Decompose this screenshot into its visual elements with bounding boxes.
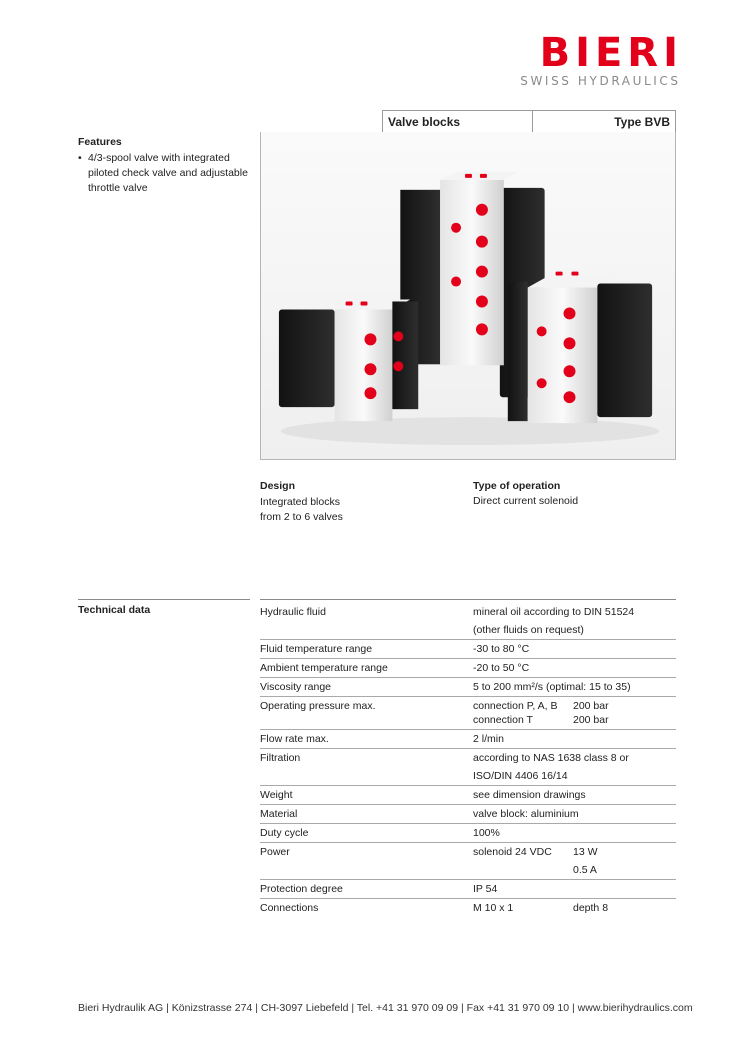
- table-row: [260, 659, 676, 678]
- spec-sub-value: 200 bar: [573, 700, 609, 712]
- spec-value: -30 to 80 °C: [473, 643, 530, 655]
- spec-value: valve block: aluminium: [473, 808, 579, 820]
- spec-label: Fluid temperature range: [260, 643, 373, 655]
- spec-value: [473, 603, 676, 639]
- spec-sub-value: 200 bar: [573, 714, 609, 726]
- feature-item: 4/3-spool valve with integrated piloted check valve and adjustable throttle valve: [88, 152, 248, 194]
- spec-sub-value: 13 W: [573, 846, 598, 858]
- spec-label: Viscosity range: [260, 681, 332, 693]
- design-value: [260, 495, 410, 525]
- spec-sub-label: connection T: [473, 714, 533, 726]
- bullet-icon: •: [78, 152, 82, 164]
- spec-value: see dimension drawings: [473, 789, 586, 801]
- section-divider: [78, 599, 250, 600]
- table-row: [260, 824, 676, 843]
- spec-value: -20 to 50 °C: [473, 662, 530, 674]
- spec-sub-row: [473, 843, 676, 861]
- spec-label: Weight: [260, 789, 293, 801]
- technical-data-table: [260, 603, 676, 917]
- spec-value-line: according to NAS 1638 class 8 or: [473, 752, 629, 764]
- spec-value: IP 54: [473, 883, 498, 895]
- spec-label: Filtration: [260, 752, 301, 764]
- product-type: Type BVB: [533, 111, 676, 133]
- table-row: [260, 730, 676, 749]
- spec-value-line: mineral oil according to DIN 51524: [473, 606, 635, 618]
- product-name: Valve blocks: [383, 111, 533, 133]
- table-row: [260, 640, 676, 659]
- spec-value: [473, 697, 676, 729]
- design-heading: Design: [260, 480, 296, 492]
- spec-value: [473, 899, 676, 917]
- operation-heading: Type of operation: [473, 480, 561, 492]
- section-divider: [260, 599, 676, 600]
- table-row: [260, 805, 676, 824]
- table-row: [260, 678, 676, 697]
- table-row: [260, 843, 676, 880]
- table-row: [260, 749, 676, 786]
- table-row: [260, 786, 676, 805]
- spec-label: Protection degree: [260, 883, 343, 895]
- spec-value: [473, 749, 676, 785]
- spec-label: Material: [260, 808, 298, 820]
- spec-sub-value: depth 8: [573, 902, 609, 914]
- logo-wordmark: BIERI: [539, 30, 683, 76]
- spec-sub-label: [473, 861, 573, 879]
- spec-sub-row: [473, 697, 676, 713]
- table-row: [260, 603, 676, 640]
- valve-blocks-illustration: [261, 132, 675, 459]
- spec-label: Duty cycle: [260, 827, 309, 839]
- spec-sub-label: M 10 x 1: [473, 902, 514, 914]
- product-photo: [260, 132, 676, 460]
- spec-value: 5 to 200 mm²/s (optimal: 15 to 35): [473, 681, 631, 693]
- spec-label: Hydraulic fluid: [260, 606, 326, 618]
- features-heading: Features: [78, 136, 122, 148]
- spec-value-line: (other fluids on request): [473, 624, 584, 636]
- operation-value: Direct current solenoid: [473, 495, 579, 507]
- table-row: [260, 880, 676, 899]
- spec-value: 100%: [473, 827, 500, 839]
- spec-label: Power: [260, 846, 290, 858]
- page-footer: Bieri Hydraulik AG | Könizstrasse 274 | CH-3097 Liebefeld | Tel. +41 31 970 09 09 | Fax +41 31 970 09 10 | www.bierihydraulics.com: [78, 1002, 693, 1014]
- design-line: Integrated blocks: [260, 496, 340, 508]
- design-line: from 2 to 6 valves: [260, 511, 343, 523]
- spec-label: Operating pressure max.: [260, 700, 376, 712]
- spec-label: Connections: [260, 902, 319, 914]
- spec-sub-label: connection P, A, B: [473, 700, 558, 712]
- spec-label: Flow rate max.: [260, 733, 329, 745]
- spec-sub-row: [473, 861, 676, 879]
- logo-tagline: SWISS HYDRAULICS: [520, 74, 681, 88]
- spec-sub-value: 0.5 A: [573, 864, 597, 876]
- spec-label: Ambient temperature range: [260, 662, 388, 674]
- company-logo: [518, 30, 683, 88]
- spec-value-line: ISO/DIN 4406 16/14: [473, 770, 568, 782]
- features-list: [78, 151, 248, 196]
- spec-sub-row: [473, 899, 676, 917]
- technical-data-heading: Technical data: [78, 604, 151, 616]
- spec-sub-row: [473, 713, 676, 729]
- spec-value: 2 l/min: [473, 733, 504, 745]
- spec-value: [473, 843, 676, 879]
- spec-sub-label: solenoid 24 VDC: [473, 846, 552, 858]
- table-row: [260, 697, 676, 730]
- table-row: [260, 899, 676, 917]
